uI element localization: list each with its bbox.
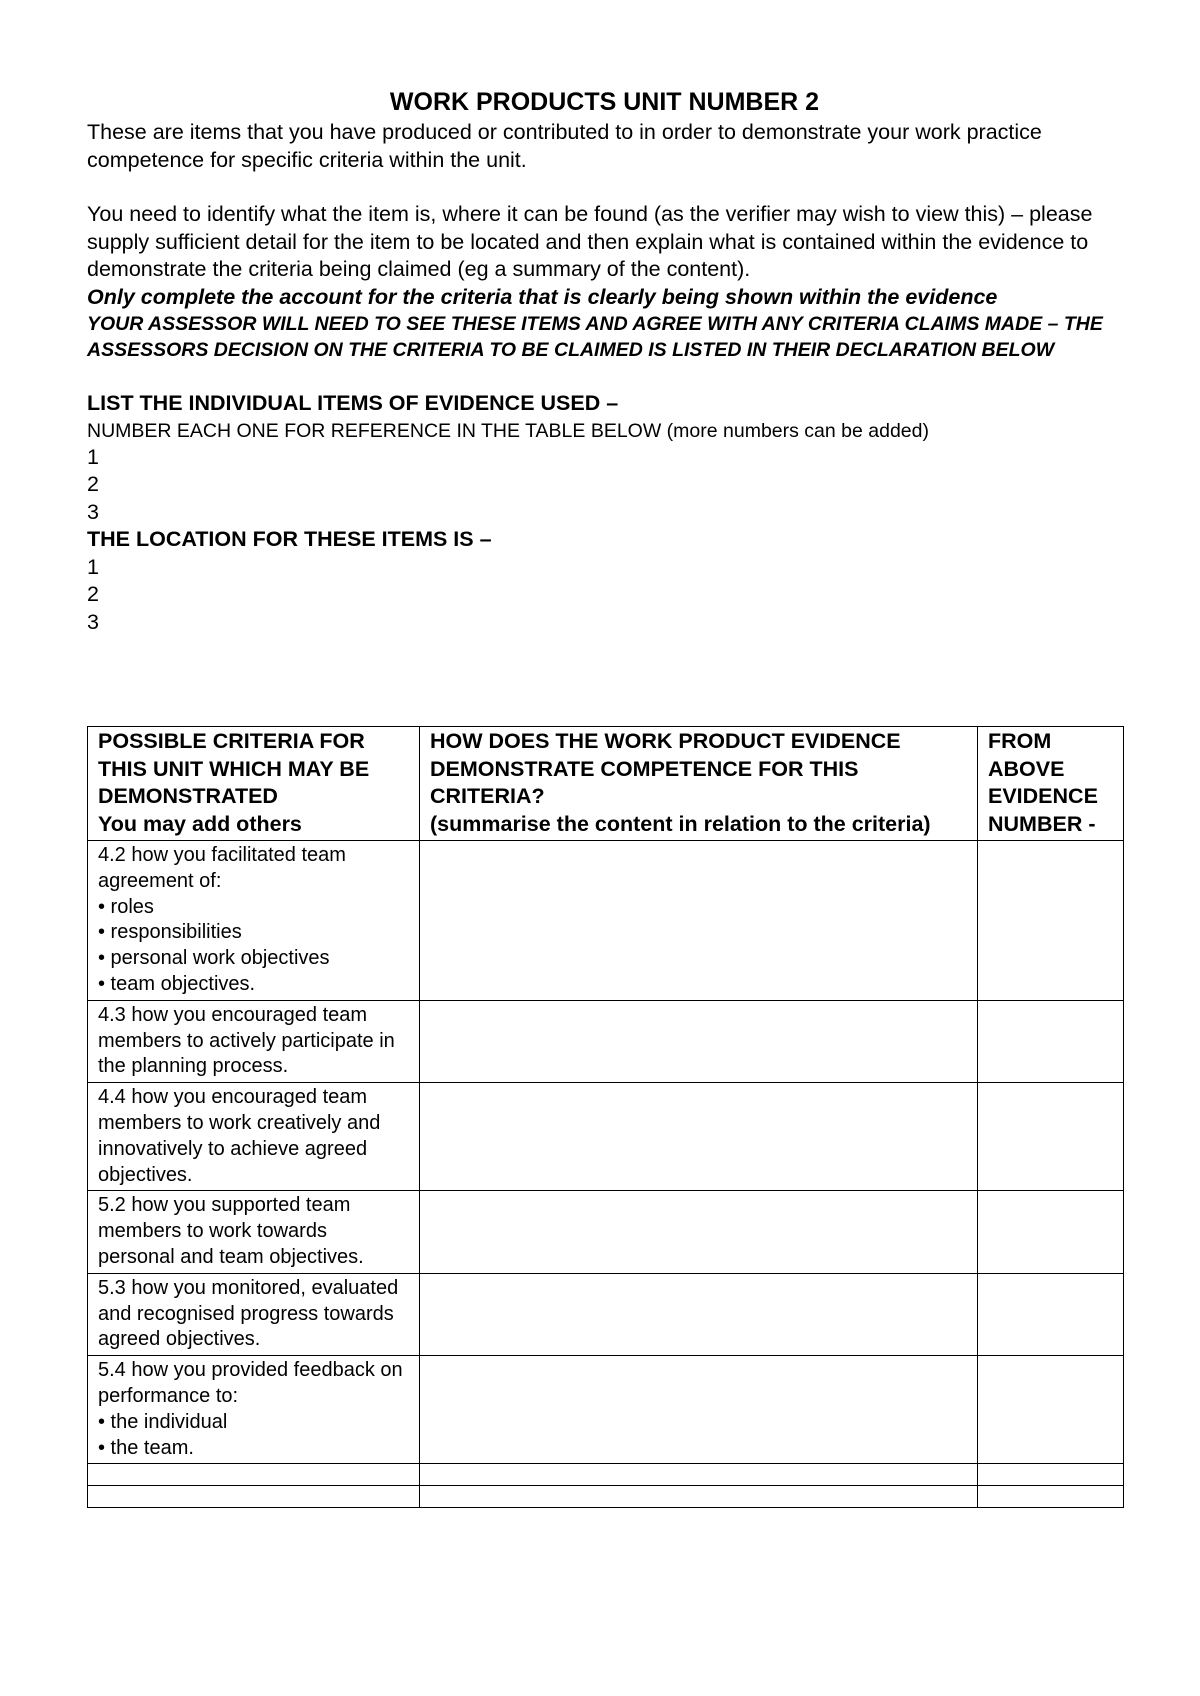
assessor-notice: YOUR ASSESSOR WILL NEED TO SEE THESE ITEMS AND AGREE WITH ANY CRITERIA CLAIMS MADE – THE ASSESSORS DECISION ON THE CRITERIA TO BE CLAIMED IS LISTED IN THEIR DECLARATION BELOW bbox=[87, 313, 1103, 361]
criteria-text: 4.3 how you encouraged team members to actively participate in the planning process. bbox=[98, 1003, 395, 1078]
criteria-bullet: • the individual bbox=[98, 1410, 228, 1433]
criteria-cell bbox=[88, 1083, 420, 1191]
location-heading: THE LOCATION FOR THESE ITEMS IS – bbox=[87, 527, 492, 551]
evidence-description-cell[interactable] bbox=[420, 1464, 978, 1486]
spacer bbox=[87, 174, 1122, 201]
evidence-number-cell[interactable] bbox=[978, 1486, 1124, 1508]
evidence-number-cell[interactable] bbox=[978, 1464, 1124, 1486]
criteria-bullet: • the team. bbox=[98, 1436, 194, 1459]
evidence-description-cell[interactable] bbox=[420, 1273, 978, 1355]
page-title: WORK PRODUCTS UNIT NUMBER 2 bbox=[389, 88, 820, 116]
evidence-number-cell[interactable] bbox=[978, 1273, 1124, 1355]
criteria-text: 4.2 how you facilitated team agreement of: bbox=[98, 844, 346, 892]
emphasis-instruction: Only complete the account for the criteria that is clearly being shown within the evidence bbox=[87, 284, 998, 309]
criteria-cell bbox=[88, 1000, 420, 1082]
header-criteria-note: You may add others bbox=[98, 811, 302, 836]
evidence-number-cell[interactable] bbox=[978, 1191, 1124, 1273]
evidence-description-cell[interactable] bbox=[420, 1083, 978, 1191]
header-criteria bbox=[88, 727, 420, 841]
evidence-number: 2 bbox=[87, 472, 99, 496]
criteria-bullet: • roles bbox=[98, 895, 154, 918]
evidence-description-cell[interactable] bbox=[420, 1486, 978, 1508]
location-number: 1 bbox=[87, 554, 99, 579]
evidence-number-cell[interactable] bbox=[978, 841, 1124, 1001]
criteria-text: 4.4 how you encouraged team members to work creatively and innovatively to achieve agreed objectives. bbox=[98, 1086, 381, 1186]
intro-paragraph-2: You need to identify what the item is, where it can be found (as the verifier may wish to view this) – please supply sufficient detail for the item to be located and then explain what is contained within the evidence to demonstrate the criteria being claimed (eg a summary of the content). bbox=[87, 202, 1093, 281]
header-evidence-description bbox=[420, 727, 978, 841]
criteria-cell-empty[interactable] bbox=[88, 1486, 420, 1508]
evidence-description-cell[interactable] bbox=[420, 1356, 978, 1464]
criteria-bullet: • responsibilities bbox=[98, 921, 242, 944]
evidence-description-cell[interactable] bbox=[420, 1000, 978, 1082]
table-row bbox=[88, 841, 1124, 1001]
criteria-cell bbox=[88, 1191, 420, 1273]
criteria-text: 5.3 how you monitored, evaluated and recognised progress towards agreed objectives. bbox=[98, 1276, 399, 1351]
evidence-number-cell[interactable] bbox=[978, 1000, 1124, 1082]
evidence-description-cell[interactable] bbox=[420, 1191, 978, 1273]
evidence-number-cell[interactable] bbox=[978, 1356, 1124, 1464]
header-evidence-number: FROM ABOVE EVIDENCE NUMBER - bbox=[978, 727, 1124, 841]
location-number: 2 bbox=[87, 582, 99, 606]
header-evidence-title: HOW DOES THE WORK PRODUCT EVIDENCE DEMONSTRATE COMPETENCE FOR THIS CRITERIA? bbox=[430, 729, 901, 808]
intro-paragraph-1: These are items that you have produced or contributed to in order to demonstrate your work practice competence for specific criteria within the unit. bbox=[87, 120, 1042, 172]
criteria-cell bbox=[88, 1356, 420, 1464]
table-row bbox=[88, 1000, 1124, 1082]
evidence-number-cell[interactable] bbox=[978, 1083, 1124, 1191]
header-criteria-title: POSSIBLE CRITERIA FOR THIS UNIT WHICH MAY BE DEMONSTRATED bbox=[98, 729, 370, 808]
evidence-instruction: NUMBER EACH ONE FOR REFERENCE IN THE TABLE BELOW (more numbers can be added) bbox=[87, 419, 929, 442]
table-header-row bbox=[88, 727, 1124, 841]
table-row bbox=[88, 1273, 1124, 1355]
header-evidence-note: (summarise the content in relation to the criteria) bbox=[430, 811, 931, 836]
criteria-text: 5.4 how you provided feedback on performance to: bbox=[98, 1359, 403, 1407]
empty-table-row bbox=[88, 1486, 1124, 1508]
criteria-cell bbox=[88, 1273, 420, 1355]
criteria-bullet: • personal work objectives bbox=[98, 947, 330, 970]
criteria-cell-empty[interactable] bbox=[88, 1464, 420, 1486]
evidence-heading: LIST THE INDIVIDUAL ITEMS OF EVIDENCE USED – bbox=[87, 391, 619, 415]
evidence-number: 3 bbox=[87, 499, 99, 524]
empty-table-row bbox=[88, 1464, 1124, 1486]
spacer bbox=[87, 363, 1122, 390]
criteria-bullet: • team objectives. bbox=[98, 972, 256, 995]
location-number: 3 bbox=[87, 609, 99, 634]
table-row bbox=[88, 1083, 1124, 1191]
criteria-cell bbox=[88, 841, 420, 1001]
evidence-description-cell[interactable] bbox=[420, 841, 978, 1001]
criteria-table bbox=[87, 726, 1124, 1508]
evidence-number: 1 bbox=[87, 444, 99, 469]
criteria-text: 5.2 how you supported team members to work towards personal and team objectives. bbox=[98, 1194, 364, 1268]
document-body bbox=[87, 86, 1122, 636]
table-row bbox=[88, 1191, 1124, 1273]
table-row bbox=[88, 1356, 1124, 1464]
